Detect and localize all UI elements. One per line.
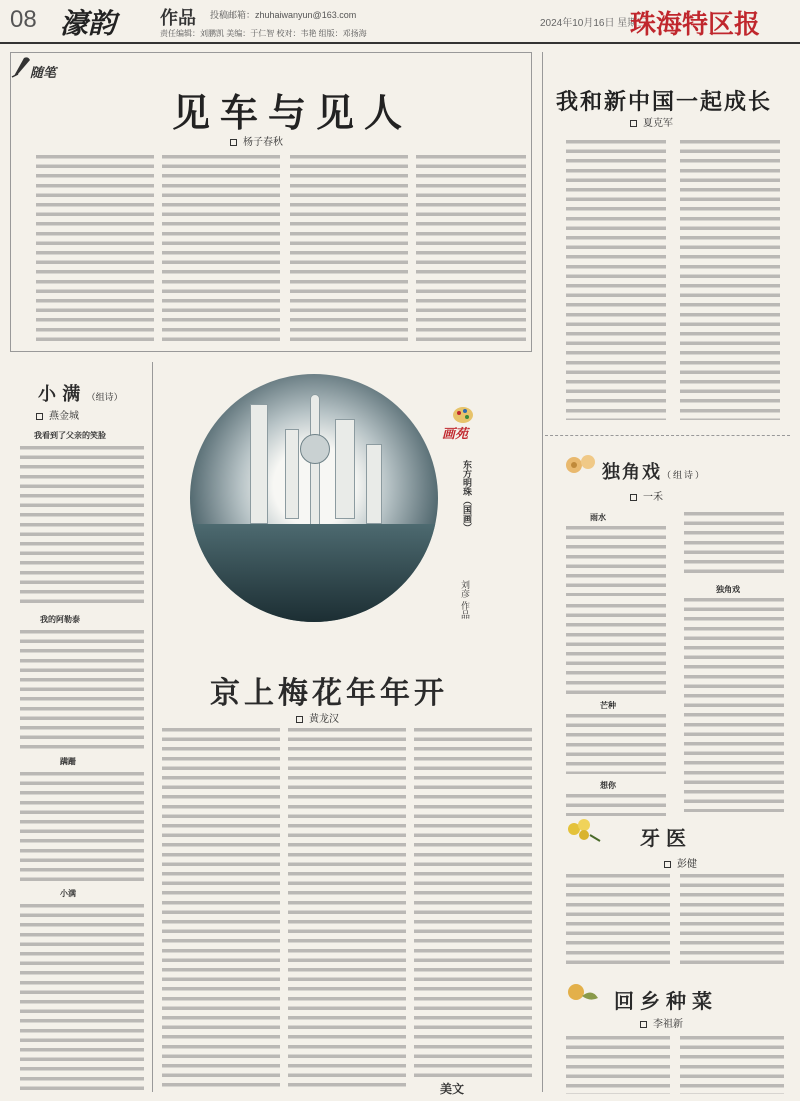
dujiao-col-2b: [684, 598, 784, 812]
dujiao-title-text: 独角戏: [602, 462, 662, 483]
signoff-mark: 美文: [440, 1082, 465, 1096]
dujiao-col-1a: [566, 526, 666, 596]
editor-credits: 责任编辑：刘鹏凯 美编：于仁智 校对：韦艳 组版：邓扬海: [160, 29, 367, 38]
painting-oriental-pearl: [190, 374, 438, 622]
xiaoman-poem-1-title: 我看到了父亲的笑脸: [34, 430, 106, 440]
yayi-title: 牙医: [640, 826, 692, 850]
poem-author-right-line: [630, 114, 673, 129]
huixiang-author-line: [640, 1015, 683, 1030]
dujiao-author-line: [630, 488, 663, 503]
essay-body-col-3: [290, 155, 408, 343]
yayi-author: 彭健: [677, 859, 697, 870]
email-label: 投稿邮箱：: [210, 10, 256, 20]
xiaoman-title-text: 小 满: [38, 384, 81, 405]
section-name: 作品: [160, 8, 196, 29]
painting-caption: 东方明珠（国画）: [461, 460, 471, 532]
huixiang-col-1: [566, 1036, 670, 1094]
poem-right-col-2: [680, 140, 780, 420]
plum-author-line: [296, 710, 339, 725]
essay-body-col-4: [416, 155, 526, 343]
essay-body-col-1: [36, 155, 154, 343]
plum-body-col-1: [162, 728, 280, 1090]
dujiao-col-1c: [566, 714, 666, 774]
dujiao-h-miss: 想你: [600, 780, 616, 790]
leaf-flower-icon: [562, 978, 602, 1008]
dujiao-col-1b: [566, 604, 666, 694]
xiaoman-title: [38, 380, 123, 406]
dujiao-col-1d: [566, 794, 666, 816]
xiaoman-poem-1-body: [20, 446, 144, 606]
column-rule: [152, 362, 153, 1092]
xiaoman-author-line: [36, 407, 79, 422]
essay-author: 杨子春秋: [243, 137, 283, 148]
poem-author-right: 夏克军: [643, 118, 673, 129]
dujiao-h-grain: 芒种: [600, 700, 616, 710]
xiaoman-poem-3-body: [20, 772, 144, 882]
essay-badge: 随笔: [30, 66, 57, 81]
masthead: [0, 0, 800, 44]
plum-article-title: 京上梅花年年开: [210, 676, 448, 711]
xiaoman-poem-2-title: 我的阿勒泰: [40, 614, 80, 624]
newspaper-name: 珠海特区报: [630, 10, 761, 40]
yayi-col-2: [680, 874, 784, 970]
painting-artist: 刘彦 作品: [459, 580, 469, 619]
huixiang-col-2: [680, 1036, 784, 1094]
email-address[interactable]: zhuhaiwanyun@163.com: [255, 10, 357, 20]
xiaoman-poem-3-title: 蹒跚: [60, 756, 76, 766]
quill-icon: [10, 54, 32, 78]
page-number: 08: [10, 6, 37, 33]
osmanthus-icon: [562, 815, 602, 845]
dujiao-author: 一禾: [643, 492, 663, 503]
yayi-col-1: [566, 874, 670, 970]
divider: [545, 435, 790, 436]
essay-body-col-2: [162, 155, 280, 343]
dujiao-title: [602, 458, 706, 484]
xiaoman-author: 燕金城: [49, 411, 79, 422]
poem-right-col-1: [566, 140, 666, 420]
column-rule: [542, 52, 543, 1092]
plum-author: 黄龙汉: [309, 714, 339, 725]
dujiao-col-2a: [684, 512, 784, 578]
dujiao-h-rain: 雨水: [590, 512, 606, 522]
xiaoman-subtitle: （组诗）: [86, 393, 123, 403]
xiaoman-poem-2-body: [20, 630, 144, 750]
xiaoman-poem-4-title: 小满: [60, 888, 76, 898]
column-logo: 濠韵: [60, 7, 117, 40]
yayi-author-line: [664, 855, 697, 870]
xiaoman-poem-4-body: [20, 904, 144, 1094]
submission-email: [210, 8, 356, 21]
art-section-tag: 画苑: [442, 427, 469, 442]
essay-author-line: [230, 133, 283, 148]
palette-icon: [452, 404, 474, 426]
essay-title: 见车与见人: [172, 90, 413, 135]
poem-title-right: 我和新中国一起成长: [556, 89, 773, 115]
plum-body-col-2: [288, 728, 406, 1090]
issue-date: 2024年10月16日 星期三: [540, 18, 648, 29]
huixiang-title: 回乡种菜: [614, 989, 718, 1013]
flower-icon: [562, 450, 602, 480]
dujiao-subtitle: （组诗）: [662, 471, 707, 481]
huixiang-author: 李祖新: [653, 1019, 683, 1030]
plum-body-col-3: [414, 728, 532, 1078]
dujiao-h-solo: 独角戏: [716, 584, 740, 594]
